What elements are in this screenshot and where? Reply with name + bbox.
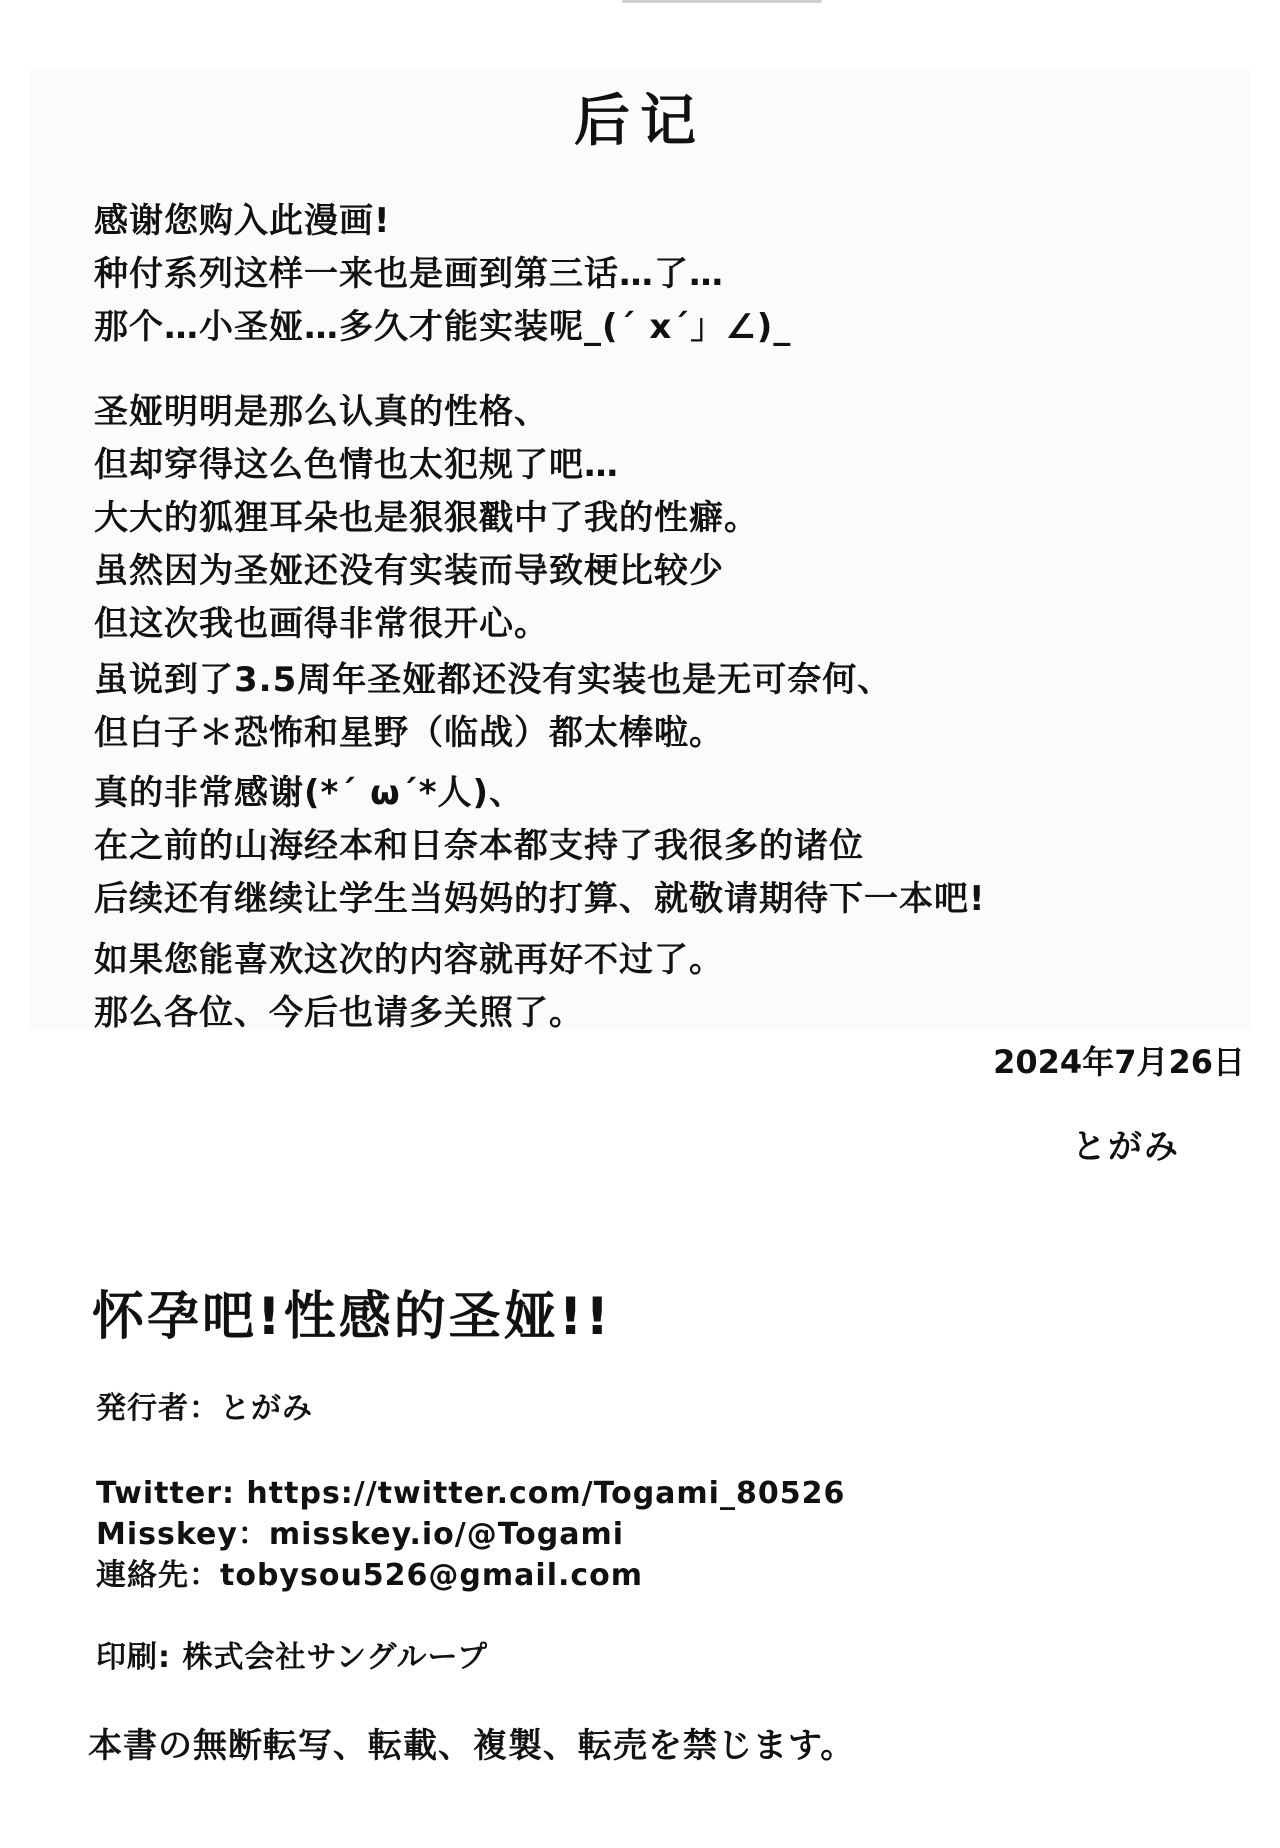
afterword-paragraph-5 [94,934,1244,1040]
text-line: 虽然因为圣娅还没有实装而导致梗比较少 [94,551,724,591]
afterword-paragraph-2 [94,386,1244,651]
text-line: 感谢您购入此漫画! [94,201,391,241]
author-signature: とがみ [1072,1127,1180,1167]
text-line: 那个…小圣娅…多久才能实装呢_(´ x´」∠)_ [94,307,792,347]
top-divider [622,0,822,3]
contact-line: 連絡先：tobysou526@gmail.com [96,1558,644,1593]
book-title: 怀孕吧!性感的圣娅!! [92,1287,613,1347]
text-line: 但白子＊恐怖和星野（临战）都太棒啦。 [94,713,724,753]
afterword-title: 后记 [574,89,706,154]
text-line: 虽说到了3.5周年圣娅都还没有实装也是无可奈何、 [94,660,893,700]
text-line: 真的非常感谢(*´ ω´*人)、 [94,773,525,813]
misskey-line: Misskey：misskey.io/@Togami [96,1517,625,1552]
printer-line: 印刷: 株式会社サングループ [96,1640,488,1675]
text-line: 圣娅明明是那么认真的性格、 [94,392,549,432]
text-line: 如果您能喜欢这次的内容就再好不过了。 [94,940,724,980]
text-line: 大大的狐狸耳朵也是狠狠戳中了我的性癖。 [94,498,759,538]
copyright-notice: 本書の無断転写、転載、複製、転売を禁じます。 [88,1726,856,1766]
text-line: 在之前的山海经本和日奈本都支持了我很多的诸位 [94,826,864,866]
text-line: 种付系列这样一来也是画到第三话…了… [94,254,724,294]
twitter-line: Twitter: https://twitter.com/Togami_80526 [96,1476,846,1511]
publisher-line: 発行者：とがみ [96,1391,313,1426]
afterword-paragraph-4 [94,767,1244,926]
text-line: 后续还有继续让学生当妈妈的打算、就敬请期待下一本吧! [94,879,986,919]
afterword-paragraph-1 [94,195,1244,354]
text-line: 那么各位、今后也请多关照了。 [94,993,584,1033]
afterword-paragraph-3 [94,654,1244,760]
text-line: 但却穿得这么色情也太犯规了吧… [94,445,619,485]
afterword-date: 2024年7月26日 [993,1043,1245,1081]
text-line: 但这次我也画得非常很开心。 [94,604,549,644]
